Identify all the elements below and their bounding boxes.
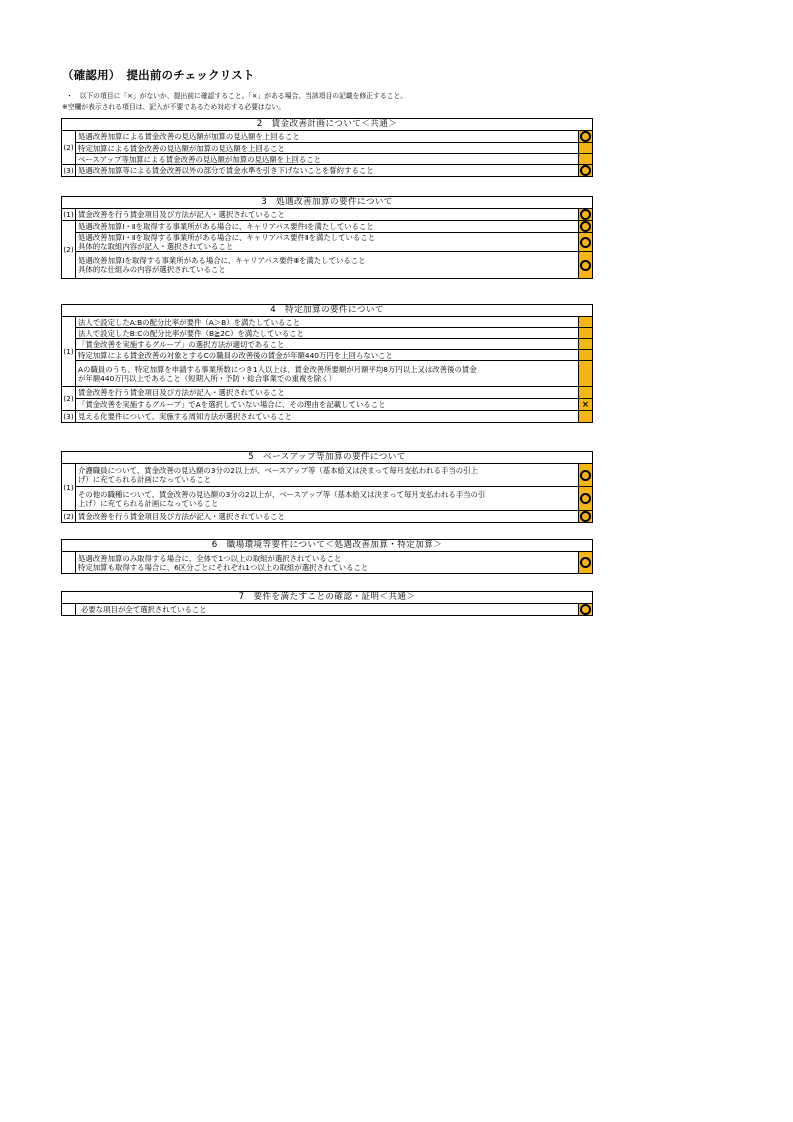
checklist-section <box>61 304 593 423</box>
item-number: (1) <box>62 464 76 511</box>
item-number: (2) <box>62 387 76 411</box>
item-number <box>62 552 76 574</box>
check-status-cell <box>578 552 592 574</box>
checklist-row <box>62 604 593 616</box>
checklist-row <box>62 511 593 523</box>
check-item-text: 処遇改善加算のみ取得する場合に、全体で1つ以上の取組が選択されていること 特定加算も取得する場合に、6区分ごとにそれぞれ1つ以上の取組が選択されていること <box>76 552 579 574</box>
checklist-row <box>62 339 593 350</box>
check-status-cell <box>579 143 593 154</box>
check-status-cell <box>578 328 592 339</box>
checklist-row <box>62 552 593 574</box>
check-item-text: 必要な項目が全て選択されていること <box>76 604 579 616</box>
check-status-cell <box>578 511 592 523</box>
check-status-cell <box>579 252 593 279</box>
section-heading: 4 特定加算の要件について <box>62 305 593 317</box>
check-item-text: 特定加算による賃金改善の対象とするCの職員の改善後の賃金が年額440万円を上回らないこと <box>76 350 579 361</box>
circle-ok-icon <box>580 493 591 504</box>
checklist-row <box>62 221 593 233</box>
checklist-section <box>61 196 593 279</box>
check-item-text: 賃金改善を行う賃金項目及び方法が記入・選択されていること <box>76 387 579 399</box>
item-number <box>62 604 76 616</box>
check-status-cell <box>579 131 593 143</box>
check-status-cell <box>578 487 592 511</box>
checklist-row <box>62 154 593 165</box>
item-number: (3) <box>63 412 74 421</box>
item-number: (3) <box>63 166 74 175</box>
check-item-text: 賃金改善を行う賃金項目及び方法が記入・選択されていること <box>76 511 579 523</box>
check-status-cell <box>578 361 592 387</box>
checklist-row <box>62 411 593 423</box>
checklist-row <box>62 328 593 339</box>
circle-ok-icon <box>580 165 591 176</box>
item-number: (1) <box>63 210 74 219</box>
checklist-row <box>62 233 593 252</box>
item-number: (2) <box>62 131 76 165</box>
checklist-row <box>62 487 593 511</box>
instruction-note: ・ 以下の項目に「×」がないか、提出前に確認すること。「×」がある場合、当該項目の記載を修正すること。 <box>66 92 408 100</box>
check-item-text: Aの職員のうち、特定加算を申請する事業所数につき1人以上は、賃金改善所要額が月額平均8万円以上又は改善後の賃金 が年額440万円以上であること（短期入所・予防・総合事業での重複を除く） <box>76 361 579 387</box>
checklist-row <box>62 317 593 328</box>
check-status-cell <box>578 339 592 350</box>
check-status-cell <box>579 154 593 165</box>
circle-ok-icon <box>580 260 591 271</box>
circle-ok-icon <box>580 511 591 522</box>
checklist-row <box>62 464 593 487</box>
blank-field-note: ※空欄が表示される項目は、記入が不要であるため対応する必要はない。 <box>62 103 286 111</box>
check-status-cell <box>579 233 593 252</box>
check-status-cell <box>578 350 592 361</box>
check-item-text: 処遇改善加算等による賃金改善以外の部分で賃金水準を引き下げないことを誓約すること <box>76 165 579 177</box>
check-item-text: その他の職種について、賃金改善の見込額の3分の2以上が、ベースアップ等（基本給又は決まって毎月支払われる手当の引 上げ）に充てられる計画になっていること <box>76 487 579 511</box>
cross-ng-icon: × <box>581 400 590 410</box>
check-item-text: 特定加算による賃金改善の見込額が加算の見込額を上回ること <box>76 143 579 154</box>
check-item-text: 「賃金改善を実施するグループ」でAを選択していない場合に、その理由を記載していること <box>76 399 579 411</box>
check-item-text: 法人で設定したA:Bの配分比率が要件（A＞B）を満たしていること <box>76 317 579 328</box>
checklist-row <box>62 143 593 154</box>
circle-ok-icon <box>580 131 591 142</box>
section-heading: 5 ベースアップ等加算の要件について <box>62 452 593 464</box>
circle-ok-icon <box>580 557 591 568</box>
item-number: (1) <box>62 317 76 387</box>
check-item-text: 見える化要件について、実施する周知方法が選択されていること <box>76 411 579 423</box>
circle-ok-icon <box>580 209 591 220</box>
check-status-cell <box>578 399 592 411</box>
checklist-row <box>62 252 593 279</box>
circle-ok-icon <box>580 470 591 481</box>
check-status-cell <box>578 464 592 487</box>
checklist-row <box>62 131 593 143</box>
check-item-text: 処遇改善加算による賃金改善の見込額が加算の見込額を上回ること <box>76 131 579 143</box>
check-item-text: 処遇改善加算Ⅰを取得する事業所がある場合に、キャリアパス要件Ⅲを満たしていること 具体的な仕組みの内容が選択されていること <box>76 252 579 279</box>
circle-ok-icon <box>580 604 591 615</box>
check-item-text: 「賃金改善を実施するグループ」の選択方法が適切であること <box>76 339 579 350</box>
check-status-cell <box>578 411 592 423</box>
checklist-section <box>61 118 593 177</box>
check-item-text: 法人で設定したB:Cの配分比率が要件（B≧2C）を満たしていること <box>76 328 579 339</box>
section-heading: 6 職場環境等要件について＜処遇改善加算・特定加算＞ <box>62 540 593 552</box>
check-status-cell <box>578 317 592 328</box>
check-item-text: ベースアップ等加算による賃金改善の見込額が加算の見込額を上回ること <box>76 154 579 165</box>
check-item-text: 賃金改善を行う賃金項目及び方法が記入・選択されていること <box>76 209 579 221</box>
checklist-row <box>62 165 593 177</box>
checklist-row <box>62 387 593 399</box>
check-status-cell <box>578 387 592 399</box>
section-heading: 7 要件を満たすことの確認・証明＜共通＞ <box>62 592 593 604</box>
check-status-cell <box>579 165 593 177</box>
section-heading: 2 賃金改善計画について＜共通＞ <box>62 119 593 131</box>
check-status-cell <box>579 604 593 616</box>
section-heading: 3 処遇改善加算の要件について <box>62 197 593 209</box>
check-status-cell <box>579 221 593 233</box>
check-item-text: 処遇改善加算Ⅰ・Ⅱを取得する事業所がある場合に、キャリアパス要件Ⅰを満たしていること <box>76 221 579 233</box>
item-number: (2) <box>63 512 74 521</box>
circle-ok-icon <box>580 221 591 232</box>
checklist-section <box>61 451 593 523</box>
checklist-section <box>61 539 593 574</box>
checklist-row <box>62 399 593 411</box>
checklist-row <box>62 350 593 361</box>
check-status-cell <box>579 209 593 221</box>
checklist-row <box>62 361 593 387</box>
checklist-row <box>62 209 593 221</box>
checklist-section <box>61 591 593 616</box>
check-item-text: 介護職員について、賃金改善の見込額の3分の2以上が、ベースアップ等（基本給又は決まって毎月支払われる手当の引上 げ）に充てられる計画になっていること <box>76 464 579 487</box>
page-title: （確認用） 提出前のチェックリスト <box>62 68 255 82</box>
circle-ok-icon <box>580 237 591 248</box>
check-item-text: 処遇改善加算Ⅰ・Ⅱを取得する事業所がある場合に、キャリアパス要件Ⅱを満たしていること 具体的な取組内容が記入・選択されていること <box>76 233 579 252</box>
item-number: (2) <box>62 221 76 279</box>
